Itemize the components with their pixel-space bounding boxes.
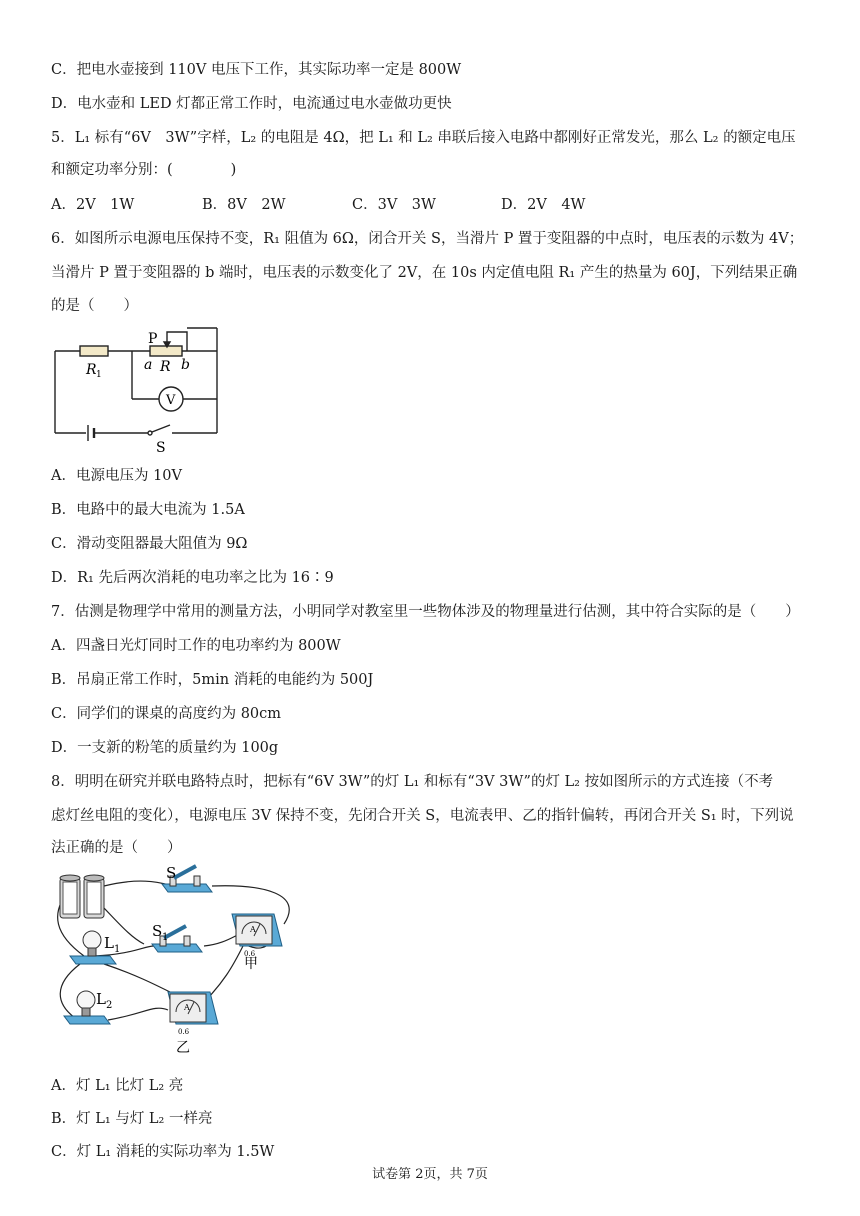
ammeter-jia-scale: 0.6	[244, 950, 256, 958]
q6-option-b: B．电路中的最大电流为 1.5A	[51, 502, 245, 518]
q8-option-b: B．灯 L₁ 与灯 L₂ 一样亮	[51, 1111, 213, 1127]
q5-option-a: A．2V 1W	[51, 197, 135, 213]
r1-resistor-icon	[80, 346, 108, 356]
ammeter-yi-scale: 0.6	[178, 1028, 190, 1036]
q8-option-a: A．灯 L₁ 比灯 L₂ 亮	[51, 1078, 184, 1094]
lamp-l1-subscript: 1	[114, 944, 121, 955]
q5-stem-line-2: 和额定功率分别：( )	[51, 162, 237, 178]
q6-circuit-diagram	[50, 326, 225, 456]
q7-option-d: D．一支新的粉笔的质量约为 100g	[51, 740, 279, 756]
q6-option-d: D．R₁ 先后两次消耗的电功率之比为 16∶9	[51, 570, 334, 586]
ammeter-jia-icon	[232, 914, 282, 946]
r1-label: R	[86, 362, 97, 378]
q6-stem-line-3: 的是（ ）	[51, 298, 138, 314]
switch-s1-label: S	[152, 922, 163, 940]
q7-option-a: A．四盏日光灯同时工作的电功率约为 800W	[51, 638, 341, 654]
q8-stem-line-1: 8．明明在研究并联电路特点时，把标有“6V 3W”的灯 L₁ 和标有“3V 3W”的灯 L₂ 按如图所示的方式连接（不考	[51, 774, 774, 790]
q7-stem: 7．估测是物理学中常用的测量方法，小明同学对教室里一些物体涉及的物理量进行估测，其中符合实际的是（ ）	[51, 604, 800, 620]
q8-option-c: C．灯 L₁ 消耗的实际功率为 1.5W	[51, 1144, 275, 1160]
terminal-b-label: b	[181, 357, 190, 373]
q7-option-c: C．同学们的课桌的高度约为 80cm	[51, 706, 282, 722]
battery-icon	[60, 875, 104, 918]
ammeter-yi-icon	[168, 992, 218, 1024]
ammeter-yi-label: 乙	[176, 1040, 190, 1056]
q8-stem-line-2: 虑灯丝电阻的变化），电源电压 3V 保持不变，先闭合开关 S，电流表甲、乙的指针偏转，再闭合开关 S₁ 时，下列说	[51, 808, 794, 824]
switch-icon	[152, 425, 170, 432]
terminal-a-label: a	[144, 357, 153, 373]
slider-p-label: P	[148, 331, 158, 347]
q6-option-a: A．电源电压为 10V	[51, 468, 183, 484]
r1-subscript: 1	[96, 370, 102, 380]
ammeter-yi-unit: A	[184, 1003, 190, 1012]
q4-option-c: C．把电水壶接到 110V 电压下工作，其实际功率一定是 800W	[51, 62, 462, 78]
rheostat-r-label: R	[160, 359, 171, 375]
q6-stem-line-2: 当滑片 P 置于变阻器的 b 端时，电压表的示数变化了 2V，在 10s 内定值电阻 R₁ 产生的热量为 60J，下列结果正确	[51, 265, 798, 281]
ammeter-jia-unit: A	[250, 925, 256, 934]
q7-option-b: B．吊扇正常工作时，5min 消耗的电能约为 500J	[51, 672, 374, 688]
q5-option-c: C．3V 3W	[352, 197, 436, 213]
ammeter-jia-label: 甲	[244, 956, 258, 972]
switch-s1-subscript: 1	[162, 932, 169, 943]
q5-option-b: B．8V 2W	[202, 197, 286, 213]
q5-stem-line-1: 5．L₁ 标有“6V 3W”字样，L₂ 的电阻是 4Ω，把 L₁ 和 L₂ 串联后接入电路中都刚好正常发光，那么 L₂ 的额定电压	[51, 130, 796, 146]
lamp-l2-subscript: 2	[106, 1000, 113, 1011]
switch-s-label: S	[166, 864, 177, 882]
lamp-l2-label: L	[96, 990, 106, 1008]
voltmeter-label: V	[166, 393, 176, 408]
q8-stem-line-3: 法正确的是（ ）	[51, 840, 182, 856]
q5-option-d: D．2V 4W	[501, 197, 586, 213]
page-footer: 试卷第 2页，共 7页	[372, 1167, 488, 1182]
rheostat-icon	[150, 346, 182, 356]
q8-circuit-illustration	[44, 864, 304, 1064]
switch-s-label: S	[156, 440, 166, 456]
q6-option-c: C．滑动变阻器最大阻值为 9Ω	[51, 536, 248, 552]
q6-stem-line-1: 6．如图所示电源电压保持不变，R₁ 阻值为 6Ω，闭合开关 S，当滑片 P 置于变阻器的中点时，电压表的示数为 4V；	[51, 231, 804, 247]
q4-option-d: D．电水壶和 LED 灯都正常工作时，电流通过电水壶做功更快	[51, 96, 452, 112]
lamp-l1-label: L	[104, 934, 114, 952]
